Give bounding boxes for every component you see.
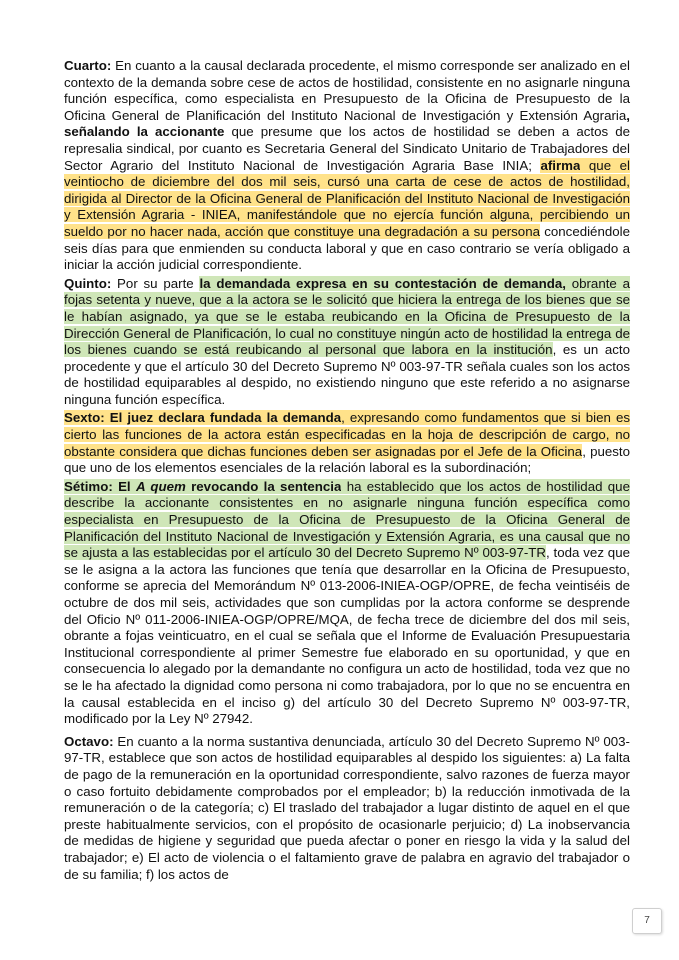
paragraph-text: , puesto que uno de los elementos esenciales de la relación laboral es la subordinación;	[64, 443, 631, 476]
paragraph-text: concediéndole seis días para que enmienden su conducta laboral y que en caso contrario se vería obligado a iniciar la acción judicial correspondiente.	[64, 223, 630, 273]
document-page	[64, 58, 630, 885]
paragraph-label: Quinto:	[64, 275, 112, 291]
highlighted-text: ha establecido que los actos de hostilidad que describe la accionante consistentes en no asignarle ninguna función específica como especialista en Presupuesto de la Oficina de Presupuesto de la Oficina General de Planificación del Instituto Nacional de Investigación y Extensión Agraria, es una causal que no se ajusta a las establecidas por el artículo 30 del Decreto Supremo Nº 003-97-TR	[64, 478, 630, 561]
paragraph-setimo	[64, 479, 630, 728]
paragraph-quinto	[64, 276, 630, 409]
paragraph-text: Por su parte	[111, 275, 200, 291]
page-number-badge: 7	[632, 908, 662, 934]
highlighted-bold-text: la demandada expresa en su contestación de demanda,	[199, 275, 566, 291]
highlighted-bold-italic-text: A quem	[135, 478, 186, 494]
highlighted-bold-text: El	[112, 478, 136, 494]
highlighted-text: , expresando como fundamentos que si bien es cierto las funciones de la actora están especificadas en la hoja de descripción de cargo, no obstante considera que dichas funciones deben ser asignadas por el Jefe de la Oficina	[64, 410, 630, 459]
highlighted-text: obrante a fojas setenta y nueve, que a la actora se le solicitó que hiciera la entrega de los bienes que se le habían asignado, ya que se le estaba reubicando en la Oficina de Presupuesto de la Dirección General de Planificación, lo cual no constituye ningún acto de hostilidad la entrega de los bienes cuando se está reubicando al personal que labora en la institución	[64, 275, 630, 358]
bold-text: , señalando la accionante	[64, 107, 630, 140]
paragraph-text: En cuanto a la causal declarada procedente, el mismo corresponde ser analizado en el contexto de la demanda sobre cese de actos de hostilidad, consistente en no asignarle ninguna función específica, como especialista en Presupuesto de la Oficina de Presupuesto de la Oficina General de Planificación del Instituto Nacional de Investigación y Extensión Agraria	[64, 58, 630, 123]
paragraph-octavo	[64, 734, 630, 883]
paragraph-cuarto	[64, 58, 630, 274]
paragraph-label: Cuarto:	[64, 58, 112, 73]
paragraph-label: Sexto:	[64, 410, 105, 426]
paragraph-text: que presume que los actos de hostilidad se deben a actos de represalia sindical, por cuanto es Secretaria General del Sindicato Unitario de Trabajadores del Sector Agrario del Instituto Nacional de Investigación Agraria Base INIA;	[64, 124, 630, 173]
highlighted-bold-text: El juez declara fundada la demanda	[109, 410, 342, 426]
paragraph-label: Sétimo:	[64, 478, 113, 494]
spacer-text	[105, 410, 110, 425]
highlighted-bold-text: afirma	[540, 157, 581, 173]
highlighted-text: que el veintiocho de diciembre del dos mil seis, cursó una carta de cese de actos de hostilidad, dirigida al Director de la Oficina General de Planificación del Instituto Nacional de Investigación y Extensión Agraria - INIEA, manifestándole que no ejercía función alguna, percibiendo un sueldo por no hacer nada, acción que constituye una degradación a su persona	[64, 157, 630, 239]
paragraph-text: En cuanto a la norma sustantiva denunciada, artículo 30 del Decreto Supremo Nº 003-97-TR, establece que son actos de hostilidad equiparables al despido los siguientes: a) La falta de pago de la remuneración en la oportunidad correspondiente, salvo razones de fuerza mayor o caso fortuito debidamente comprobados por el empleador; b) la reducción inmotivada de la remuneración o de la categoría; c) El traslado del trabajador a lugar distinto de aquel en el que preste habitualmente servicios, con el propósito de ocasionarle perjuicio; d) La inobservancia de medidas de higiene y seguridad que pueda afectar o poner en riesgo la vida y la salud del trabajador; e) El acto de violencia o el faltamiento grave de palabra en agravio del trabajador o de su familia; f) los actos de	[64, 733, 630, 882]
highlighted-bold-text: revocando la sentencia	[185, 478, 342, 494]
paragraph-sexto	[64, 410, 630, 476]
paragraph-text: , es un acto procedente y que el artículo 30 del Decreto Supremo Nº 003-97-TR señala cuales son los actos de hostilidad equiparables al despido, no existiendo ninguno que este referido a no asignarse ninguna función específica.	[64, 342, 630, 407]
paragraph-label: Octavo:	[64, 733, 114, 749]
paragraph-text: , toda vez que se le asigna a la actora las funciones que tenía que desarrollar en la Oficina de Presupuesto, conforme se aprecia del Memorándum Nº 013-2006-INIEA-OGP/OPRE, de fecha veintiséis de octubre de dos mil seis, actividades que son cumplidas por la actora conforme se desprende del Oficio Nº 011-2006-INIEA-OGP/OPRE/MQA, de fecha trece de diciembre del dos mil seis, obrante a fojas veinticuatro, en el cual se señala que el Informe de Evaluación Presupuestaria Institucional correspondiente al primer Semestre fue elaborado en su oportunidad, y que en consecuencia lo alegado por la demandante no configura un acto de hostilidad, toda vez que no se le ha afectado la dignidad como persona ni como trabajadora, por lo que no se encuentra en la causal establecida en el inciso g) del artículo 30 del Decreto Supremo Nº 003-97-TR, modificado por la Ley Nº 27942.	[64, 545, 630, 727]
